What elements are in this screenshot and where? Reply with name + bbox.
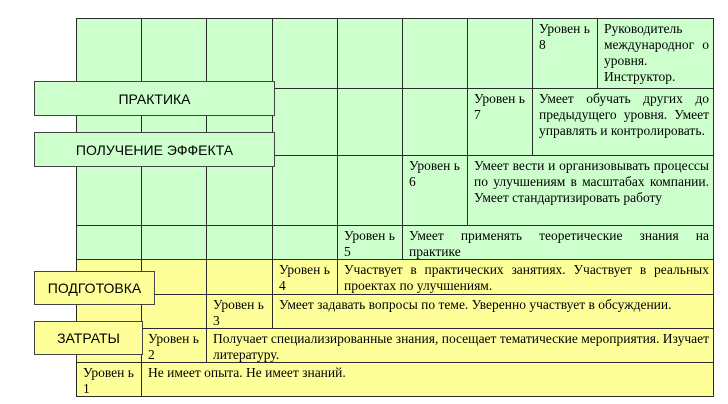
grid-empty-cell [337, 88, 403, 156]
grid-empty-cell [76, 225, 142, 260]
level-description: Умеет применять теоретические знания на практике [409, 228, 709, 259]
grid-empty-cell [206, 259, 273, 295]
grid-empty-cell [272, 155, 338, 226]
grid-empty-cell [141, 18, 207, 89]
grid-empty-cell [467, 18, 533, 89]
grid-empty-cell [76, 18, 142, 89]
grid-empty-cell [206, 225, 273, 260]
level-description-cell [467, 155, 714, 226]
level-label: Уровен ь 6 [409, 158, 460, 189]
level-label-cell [272, 259, 338, 295]
level-label: Уровен ь 8 [539, 21, 590, 52]
level-label: Уровен ь 1 [83, 365, 134, 396]
level-label: Уровен ь 7 [474, 91, 525, 122]
level-label: Уровен ь 5 [344, 228, 395, 259]
level-description: Умеет вести и организовывать процессы по улучшениям в масштабах компании. Умеет стандартизировать работу [474, 158, 709, 205]
tag-effect: ПОЛУЧЕНИЕ ЭФФЕКТА [34, 132, 275, 167]
level-description-cell [402, 225, 714, 260]
level-description: Руководитель международног о уровня. Инструктор. [604, 21, 709, 84]
level-description-cell [532, 88, 714, 156]
level-description-cell [337, 259, 714, 295]
level-label-cell [467, 88, 533, 156]
grid-empty-cell [337, 155, 403, 226]
level-label-cell [141, 328, 207, 363]
level-description: Умеет обучать других до предыдущего уровня. Умеет управлять и контролировать. [539, 91, 709, 138]
tag-practice: ПРАКТИКА [34, 81, 275, 116]
level-description-cell [597, 18, 714, 89]
tag-preparation: ПОДГОТОВКА [34, 271, 155, 305]
grid-empty-cell [402, 88, 468, 156]
level-description: Участвует в практических занятиях. Участвует в реальных проектах по улучшениям. [344, 262, 709, 293]
level-label-cell [76, 362, 142, 397]
level-label-cell [206, 294, 273, 329]
level-description: Не имеет опыта. Не имеет знаний. [148, 365, 346, 380]
level-label-cell [402, 155, 468, 226]
tag-costs: ЗАТРАТЫ [34, 321, 143, 355]
grid-empty-cell [337, 18, 403, 89]
level-description: Получает специализированные знания, посещает тематические мероприятия. Изучает литературу. [213, 331, 709, 362]
level-label-cell [532, 18, 598, 89]
grid-empty-cell [141, 225, 207, 260]
level-label: Уровен ь 2 [148, 331, 199, 362]
level-description-cell [272, 294, 714, 329]
level-label: Уровен ь 3 [213, 297, 264, 328]
grid-empty-cell [272, 225, 338, 260]
grid-empty-cell [402, 18, 468, 89]
grid-empty-cell [272, 88, 338, 156]
grid-empty-cell [206, 18, 273, 89]
level-description-cell [206, 328, 714, 363]
level-description: Умеет задавать вопросы по теме. Уверенно участвует в обсуждении. [279, 297, 672, 312]
grid-empty-cell [272, 18, 338, 89]
level-label-cell [337, 225, 403, 260]
level-label: Уровен ь 4 [279, 262, 330, 293]
level-description-cell [141, 362, 714, 397]
